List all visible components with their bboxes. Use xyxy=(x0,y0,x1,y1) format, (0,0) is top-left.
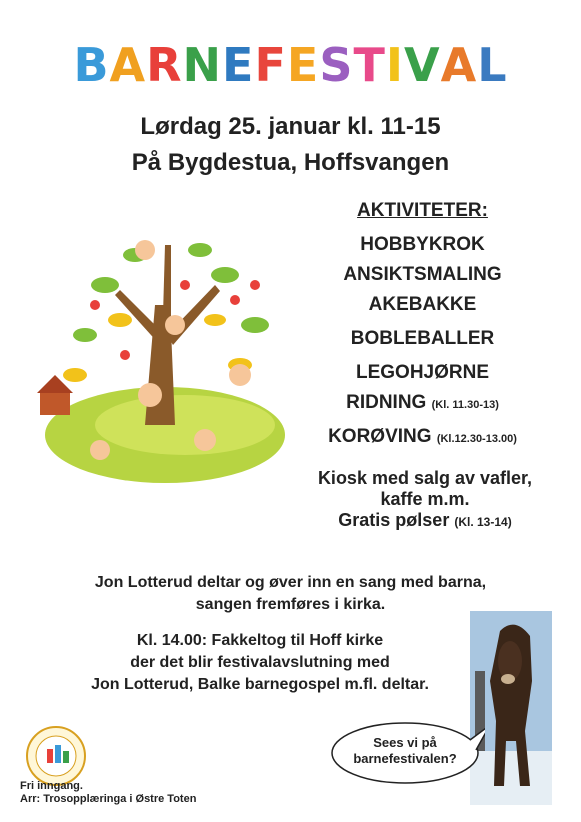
activity-label: AKEBAKKE xyxy=(368,294,477,315)
footer xyxy=(20,780,196,806)
info-line: der det blir festivalavslutning med xyxy=(130,654,390,671)
bubble-line: barnefestivalen? xyxy=(353,751,457,766)
kiosk-line xyxy=(290,510,560,533)
place-line: På Bygdestua, Hoffsvangen xyxy=(131,149,450,176)
title-letter: V xyxy=(404,38,441,92)
date-line: Lørdag 25. januar kl. 11-15 xyxy=(140,113,441,140)
footer-line: Arr: Trosopplæringa i Østre Toten xyxy=(20,793,197,805)
tree-illustration xyxy=(25,225,295,495)
activity-label: ANSIKTSMALING xyxy=(343,264,502,285)
activity-note: (Kl. 11.30-13) xyxy=(431,399,499,411)
activity-item xyxy=(300,262,545,288)
title-letter: L xyxy=(477,38,508,92)
kiosk-info xyxy=(290,468,560,533)
activity-item xyxy=(300,390,545,416)
title-letter: N xyxy=(182,38,223,92)
title-letter: E xyxy=(286,38,320,92)
activity-note: (Kl.12.30-13.00) xyxy=(436,433,517,445)
kiosk-text: Gratis pølser xyxy=(338,510,450,530)
title-letter: I xyxy=(385,38,405,92)
info-block-2 xyxy=(40,630,480,696)
organizer-logo xyxy=(25,725,87,787)
activity-item xyxy=(300,326,545,352)
bubble-text xyxy=(340,735,470,767)
activity-item xyxy=(300,232,545,258)
activity-item xyxy=(300,360,545,386)
title-letter: B xyxy=(73,38,110,92)
activity-label: HOBBYKROK xyxy=(360,234,485,255)
title-letter: A xyxy=(109,38,147,92)
kiosk-line: kaffe m.m. xyxy=(380,489,470,509)
activities-header: AKTIVITETER: xyxy=(357,200,488,221)
activity-label: LEGOHJØRNE xyxy=(355,362,490,383)
info-line: Kl. 14.00: Fakkeltog til Hoff kirke xyxy=(136,632,384,649)
activity-label: BOBLEBALLER xyxy=(350,328,495,349)
title-letter: F xyxy=(254,38,287,92)
activity-label: RIDNING xyxy=(346,392,427,413)
footer-line: Fri inngang. xyxy=(20,780,83,792)
activities-list xyxy=(300,200,545,454)
title-letter: A xyxy=(440,38,478,92)
info-line: sangen fremføres i kirka. xyxy=(195,596,386,613)
festival-title xyxy=(0,38,581,92)
title-letter: S xyxy=(319,38,354,92)
activity-item xyxy=(300,292,545,318)
bubble-line: Sees vi på xyxy=(373,735,437,750)
activity-label: KORØVING xyxy=(328,426,432,447)
info-line: Jon Lotterud, Balke barnegospel m.fl. deltar. xyxy=(91,676,429,693)
kiosk-note: (Kl. 13-14) xyxy=(454,515,512,529)
kiosk-line: Kiosk med salg av vafler, xyxy=(317,468,533,488)
title-letter: T xyxy=(353,38,386,92)
info-block xyxy=(0,572,581,616)
activity-item xyxy=(300,424,545,450)
title-letter: R xyxy=(146,38,183,92)
title-letter: E xyxy=(222,38,255,92)
info-line: Jon Lotterud deltar og øver inn en sang med barna, xyxy=(94,574,487,591)
